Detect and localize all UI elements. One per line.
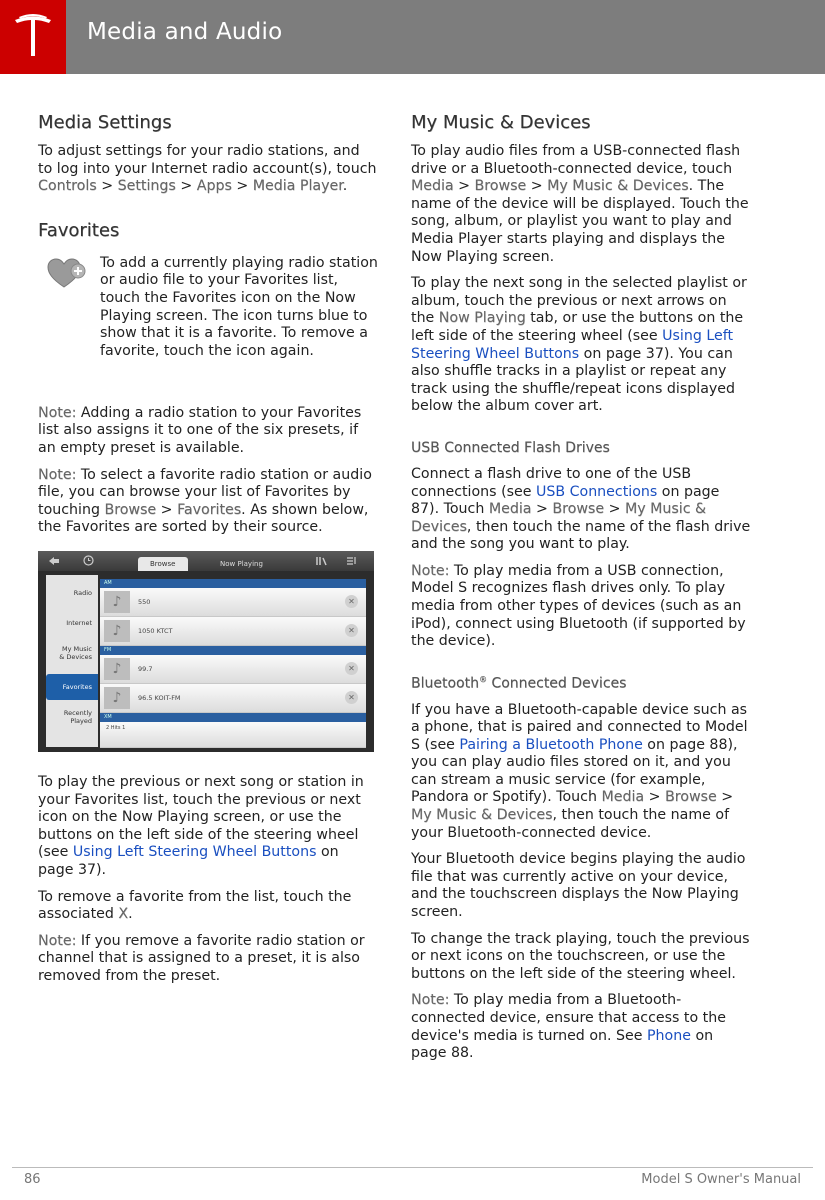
music-note-icon: ♪	[104, 591, 130, 613]
category-radio: Radio	[73, 588, 92, 597]
section-header: AM	[100, 579, 366, 588]
list-item: ♪ 1050 KTCT ✕	[100, 617, 366, 646]
bluetooth-heading: Bluetooth® Connected Devices	[411, 674, 627, 692]
category-recently-played: Recently Played	[63, 708, 92, 725]
clock-icon	[83, 555, 94, 566]
ui-term: Settings	[117, 178, 176, 195]
media-settings-paragraph: To adjust settings for your radio stations, and to log into your Internet radio account(s), touch Controls > Settings > Apps > Media Player.	[38, 143, 377, 195]
music-note-icon: ♪	[104, 687, 130, 709]
my-music-heading: My Music & Devices	[411, 112, 591, 133]
pairing-phone-link[interactable]: Pairing a Bluetooth Phone	[459, 736, 643, 753]
usb-heading: USB Connected Flash Drives	[411, 439, 610, 456]
left-column	[38, 112, 378, 994]
next-song-paragraph: To play the next song in the selected playlist or album, touch the previous or next arrows on the Now Playing tab, or use the buttons on the left side of the steering wheel (see Using Left Steering Wheel Buttons on page 37). You can also shuffle tracks in a playlist or repeat any track using the shuffle/repeat icons displayed below the album cover art.	[411, 275, 747, 415]
my-music-paragraph: To play audio files from a USB-connected flash drive or a Bluetooth-connected device, touch Media > Browse > My Music & Devices. The name of the device will be displayed. Touch the song, album, or playlist you want to play and Media Player starts playing and displays the Now Playing screen.	[411, 143, 749, 265]
page-header	[0, 0, 825, 74]
screenshot-favorites-list	[100, 579, 366, 747]
note-paragraph: Note: To play media from a Bluetooth-connected device, ensure that access to the device's media is turned on. See Phone on page 88.	[411, 992, 726, 1062]
remove-paragraph: To remove a favorite from the list, touch the associated X.	[38, 888, 352, 923]
remove-icon: ✕	[345, 662, 358, 675]
list-item: 2 Hits 1	[100, 722, 366, 748]
steering-wheel-link[interactable]: Using Left Steering Wheel Buttons	[411, 327, 734, 362]
manual-title: Model S Owner's Manual	[641, 1172, 801, 1187]
note-paragraph: Note: To select a favorite radio station or audio file, you can browse your list of Favorites by touching Browse > Favorites. As shown below, the Favorites are sorted by their source.	[38, 466, 372, 536]
remove-icon: ✕	[345, 595, 358, 608]
remove-icon: ✕	[345, 624, 358, 637]
remove-icon: ✕	[345, 691, 358, 704]
music-note-icon: ♪	[104, 620, 130, 642]
page-number: 86	[24, 1172, 41, 1187]
favorites-screenshot	[38, 551, 374, 752]
tab-now-playing: Now Playing	[220, 559, 263, 568]
note-paragraph: Note: Adding a radio station to your Favorites list also assigns it to one of the six presets, if an empty preset is available.	[38, 404, 362, 456]
queue-icon	[346, 556, 358, 566]
bluetooth-paragraph: To change the track playing, touch the previous or next icons on the touchscreen, or use the buttons on the left side of the steering wheel.	[411, 930, 750, 982]
tab-browse: Browse	[138, 557, 188, 571]
favorites-heart-icon	[46, 257, 88, 295]
category-my-music: My Music & Devices	[59, 644, 92, 661]
list-item: ♪ 99.7 ✕	[100, 655, 366, 684]
brand-logo	[0, 0, 66, 74]
bluetooth-paragraph: Your Bluetooth device begins playing the audio file that was currently active on your device, and the touchscreen displays the Now Playing screen.	[411, 851, 746, 921]
music-note-icon: ♪	[104, 658, 130, 680]
favorites-heading: Favorites	[38, 219, 120, 241]
prev-next-paragraph: To play the previous or next song or station in your Favorites list, touch the previous or next icon on the Now Playing screen, or use the buttons on the left side of the steering wheel (see Using Left Steering Wheel Buttons on page 37).	[38, 773, 364, 878]
note-paragraph: Note: If you remove a favorite radio station or channel that is assigned to a preset, it is also removed from the preset.	[38, 932, 365, 984]
category-internet: Internet	[66, 618, 92, 627]
list-item: ♪ 96.5 KOIT-FM ✕	[100, 684, 366, 713]
screenshot-categories	[46, 575, 98, 747]
ui-term: Apps	[196, 178, 232, 195]
library-icon	[316, 556, 328, 566]
bluetooth-paragraph: If you have a Bluetooth-capable device such as a phone, that is paired and connected to Model S (see Pairing a Bluetooth Phone on page 88), you can play audio files stored on it, and you can stream a music service (for example, Pandora or Spotify). Touch Media > Browse > My Music & Devices, then touch the name of your Bluetooth-connected device.	[411, 701, 748, 841]
ui-term: Controls	[38, 178, 97, 195]
ui-term: Media Player	[252, 178, 343, 195]
footer-divider	[12, 1167, 813, 1168]
section-header: XM	[100, 713, 366, 722]
back-icon	[48, 556, 60, 566]
steering-wheel-link[interactable]: Using Left Steering Wheel Buttons	[72, 844, 317, 861]
usb-paragraph: Connect a flash drive to one of the USB connections (see USB Connections on page 87). Touch Media > Browse > My Music & Devices, then touch the name of the flash drive and the song you want to play.	[411, 465, 751, 553]
section-header: FM	[100, 646, 366, 655]
phone-link[interactable]: Phone	[647, 1027, 691, 1044]
screenshot-toolbar	[38, 551, 374, 571]
right-column	[411, 112, 751, 1072]
section-title: Media and Audio	[87, 19, 283, 45]
tesla-logo-icon	[13, 14, 53, 58]
favorites-icon-block	[38, 255, 378, 385]
usb-connections-link[interactable]: USB Connections	[535, 483, 658, 500]
list-item: ♪ 550 ✕	[100, 588, 366, 617]
note-paragraph: Note: To play media from a USB connection, Model S recognizes flash drives only. To play media from other types of devices (such as an iPod), connect using Bluetooth (if supported by the device).	[411, 562, 746, 650]
media-settings-heading: Media Settings	[38, 112, 172, 133]
category-favorites: Favorites	[46, 674, 98, 700]
favorites-icon-description: To add a currently playing radio station or audio file to your Favorites list, touch the Favorites icon on the Now Playing screen. The icon turns blue to show that it is a favorite. To remove a favorite, touch the icon again.	[100, 254, 378, 359]
